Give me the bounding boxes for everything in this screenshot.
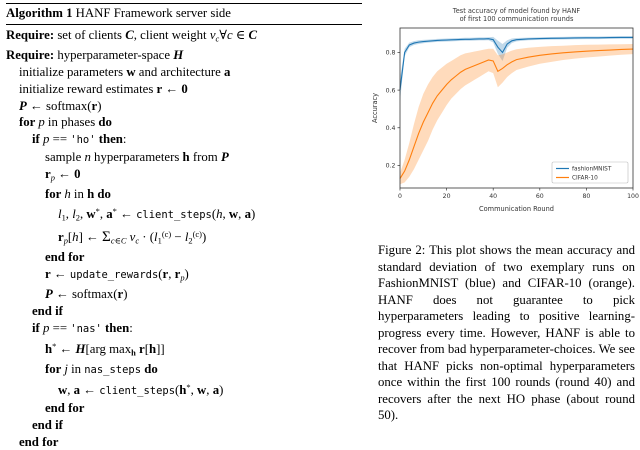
figure-caption: Figure 2: This plot shows the mean accuracy and standard deviation of two exemplary runs on FashionMNIST (blue) and CIFAR-10 (orange). HANF does not guarantee to pick hyperparameters leading to positive learning-progress every time. However, HANF is able to recover from bad hyperparameter-choices. We see that HANF picks non-optimal hyperparameters once within the first 100 rounds (round 40) and recovers after the next HO phase (about round 50). <box>378 243 635 422</box>
algorithm-body <box>6 25 362 450</box>
algorithm-line: P ← softmax(r) <box>19 98 102 113</box>
x-tick-label: 100 <box>627 193 639 200</box>
algorithm-line: for p in phases do <box>19 115 112 130</box>
algorithm-line: end for <box>45 400 85 415</box>
algorithm-line: Require: set of clients C, client weight vc∀c ∈ C <box>6 28 258 44</box>
algorithm-block <box>6 3 362 450</box>
algorithm-line: h* ← H[arg maxh r[h]] <box>45 340 165 358</box>
legend-label: fashionMNIST <box>572 166 612 173</box>
chart-title: Test accuracy of model found by HANF <box>452 7 581 15</box>
algorithm-header: Algorithm 1 HANF Framework server side <box>6 3 362 25</box>
x-tick-label: 60 <box>535 193 544 200</box>
y-tick-label: 0.2 <box>385 162 396 170</box>
y-tick-label: 0.8 <box>385 49 396 57</box>
accuracy-chart-figure <box>368 4 640 216</box>
y-tick-label: 0.6 <box>385 87 396 95</box>
algorithm-line: for h in h do <box>45 186 111 201</box>
algorithm-line: sample n hyperparameters h from P <box>45 149 229 164</box>
algorithm-line: l1, l2, w*, a* ← client_steps(h, w, a) <box>58 205 256 223</box>
algorithm-line: initialize parameters w and architecture a <box>19 64 231 79</box>
algorithm-line: end for <box>19 434 59 449</box>
chart-subtitle: of first 100 communication rounds <box>459 15 574 23</box>
algorithm-line: Require: hyperparameter-space H <box>6 48 184 63</box>
x-tick-label: 20 <box>442 193 451 200</box>
algorithm-line: r ← update_rewards(r, rp) <box>45 267 189 283</box>
x-tick-label: 80 <box>582 193 591 200</box>
algorithm-line: for j in nas_steps do <box>45 362 158 377</box>
x-tick-label: 40 <box>489 193 498 200</box>
y-axis-label: Accuracy <box>371 92 379 124</box>
algorithm-line: end for <box>45 250 85 265</box>
y-tick-label: 0.4 <box>385 124 396 132</box>
algorithm-line: w, a ← client_steps(h*, w, a) <box>58 381 224 398</box>
algorithm-line: rp ← 0 <box>45 166 81 183</box>
algorithm-line: rp[h] ← Σc∈C vc · $(l1^{(c)} - l2^{(c)})$ <box>58 229 207 246</box>
x-tick-label: 0 <box>398 193 402 200</box>
algorithm-line: P ← softmax(r) <box>45 287 128 302</box>
algorithm-line: end if <box>32 304 63 319</box>
x-axis-label: Communication Round <box>479 205 554 213</box>
algorithm-line: initialize reward estimates r ← 0 <box>19 81 188 96</box>
figure-column <box>368 0 640 435</box>
accuracy-chart <box>368 4 640 216</box>
algorithm-line: if p == 'ho' then: <box>32 132 127 147</box>
legend-label: CIFAR-10 <box>572 175 598 182</box>
algorithm-line: end if <box>32 417 63 432</box>
algorithm-line: if p == 'nas' then: <box>32 320 133 335</box>
